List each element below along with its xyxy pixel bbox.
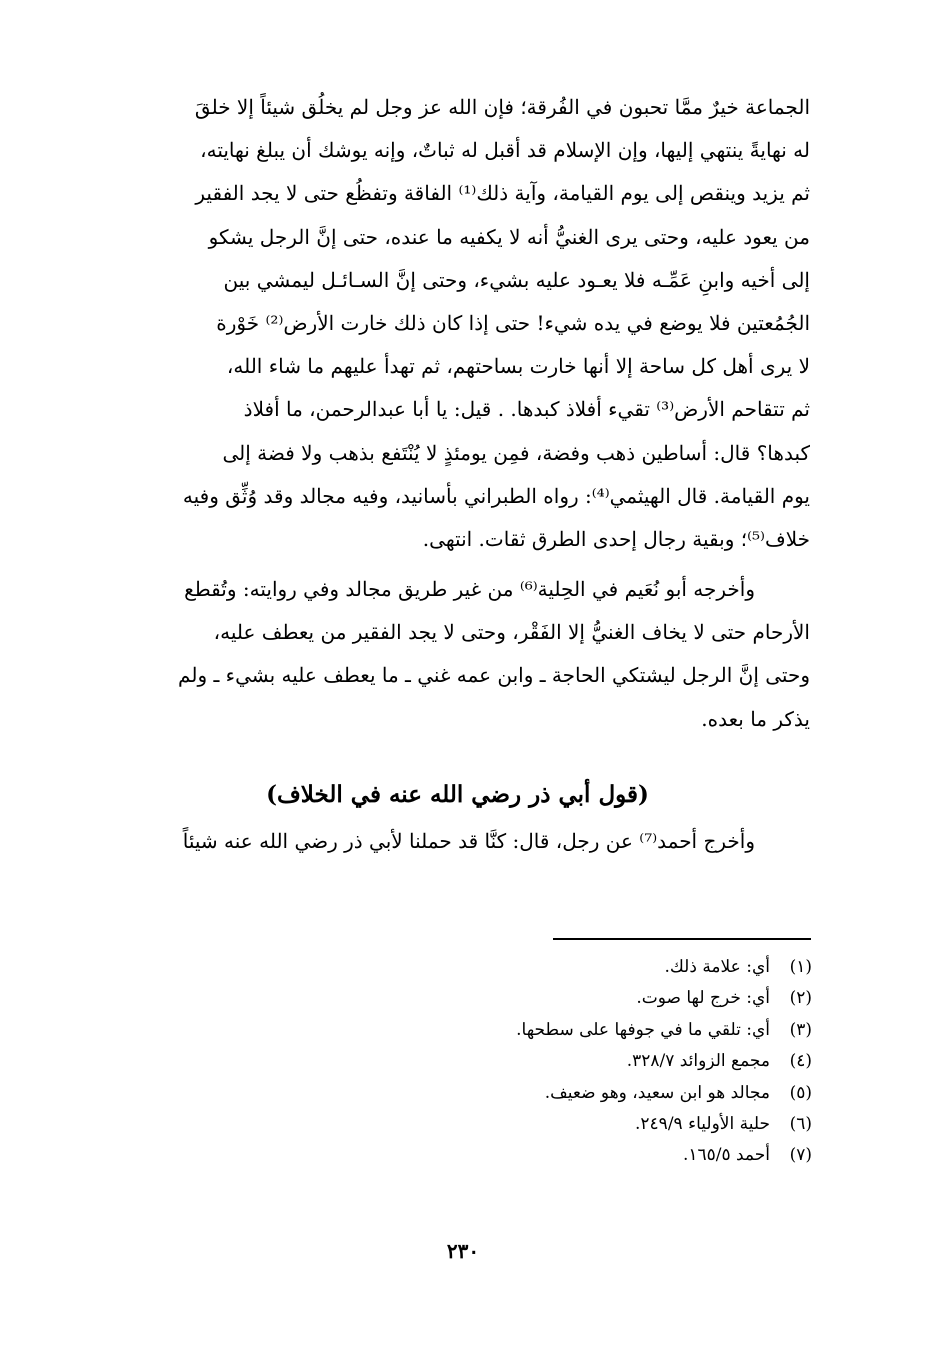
- footnote-text: أي: علامة ذلك.: [664, 957, 770, 977]
- text-line: يذكر ما بعده.: [701, 706, 810, 731]
- footnote-text: أي: خرج لها صوت.: [636, 988, 770, 1009]
- text-line: الجُمُعتين فلا يوضع في يده شيء! حتى إذا كان ذلك خارت الأرض⁽²⁾ خَوْرة: [216, 311, 810, 336]
- footnote-item: [300, 983, 812, 1014]
- footnote-number: (٢): [789, 988, 812, 1009]
- section-heading: (قول أبي ذر رضي الله عنه في الخلاف): [266, 781, 649, 808]
- footnote-item: [300, 1046, 812, 1077]
- footnote-number: (٣): [789, 1019, 812, 1040]
- footnotes: [300, 952, 812, 1172]
- paragraph-3: [105, 820, 810, 863]
- footnote-number: (٦): [789, 1114, 812, 1135]
- text-line: الجماعة خيرٌ ممَّا تحبون في الفُرقة؛ فإن الله عز وجل لم يخلُق شيئاً إلا خلقَ: [194, 95, 810, 119]
- paragraph-1: [105, 86, 810, 561]
- footnote-text: أحمد ١٦٥/٥.: [682, 1145, 770, 1166]
- footnote-item: [300, 1015, 812, 1046]
- text-line: الأرحام حتى لا يخاف الغنيُّ إلا الفَقْر، وحتى لا يجد الفقير من يعطف عليه،: [213, 620, 810, 645]
- footnote-text: مجمع الزوائد ٣٢٨/٧.: [626, 1051, 770, 1072]
- text-line: إلى أخيه وابنِ عَمِّـه فلا يعـود عليه بشيء، وحتى إنَّ السـائـل ليمشي بين: [223, 267, 810, 292]
- footnote-item: [300, 952, 812, 983]
- text-line: كبدها؟ قال: أساطين ذهب وفضة، فمِن يومئذٍ لا يُنْتَفع بذهب ولا فضة إلى: [222, 440, 810, 465]
- footnote-number: (٧): [789, 1145, 812, 1166]
- footnote-number: (١): [789, 957, 812, 977]
- paragraph-2: [105, 568, 810, 741]
- text-line: خلاف⁽⁵⁾؛ وبقية رجال إحدى الطرق ثقات. انتهى.: [422, 527, 810, 552]
- footnote-item: [300, 1109, 812, 1140]
- footnote-separator: [553, 938, 811, 940]
- text-line: يوم القيامة. قال الهيثمي⁽⁴⁾: رواه الطبراني بأسانيد، وفيه مجالد وقد وُثِّق وفيه: [182, 483, 810, 508]
- text-line: ثم تتقاحم الأرض⁽³⁾ تقيء أفلاذ كبدها. . قيل: يا أبا عبدالرحمن، ما أفلاذ: [243, 397, 810, 422]
- footnote-text: حلية الأولياء ٢٤٩/٩.: [635, 1114, 770, 1135]
- text-line: وحتى إنَّ الرجل ليشتكي الحاجة ـ وابن عمه غني ـ ما يعطف عليه بشيء ـ ولم: [178, 663, 810, 688]
- footnote-text: مجالد هو ابن سعيد، وهو ضعيف.: [544, 1082, 770, 1103]
- text-line: وأخرجه أبو نُعَيم في الحِلية⁽⁶⁾ من غير طريق مجالد وفي روايته: وتُقطع: [184, 577, 755, 601]
- text-line: وأخرج أحمد⁽⁷⁾ عن رجل، قال: كنَّا قد حملنا لأبي ذر رضي الله عنه شيئاً: [182, 829, 755, 853]
- footnote-number: (٥): [789, 1082, 812, 1103]
- page-number: ٢٣٠: [446, 1239, 480, 1263]
- footnote-item: [300, 1140, 812, 1171]
- text-line: لا يرى أهل كل ساحة إلا أنها خارت بساحتهم، ثم تهدأ عليهم ما شاء الله،: [226, 354, 810, 379]
- footnote-number: (٤): [789, 1051, 812, 1072]
- footnote-text: أي: تلقي ما في جوفها على سطحها.: [516, 1019, 770, 1040]
- footnote-item: [300, 1078, 812, 1109]
- text-line: له نهايةً ينتهي إليها، وإن الإسلام قد أقبل له ثباتٌ، وإنه يوشك أن يبلغ نهايته،: [200, 138, 810, 163]
- text-line: ثم يزيد وينقص إلى يوم القيامة، وآية ذلك⁽¹⁾ الفاقة وتفظُع حتى لا يجد الفقير: [195, 181, 810, 206]
- text-line: من يعود عليه، وحتى يرى الغنيُّ أنه لا يكفيه ما عنده، حتى إنَّ الرجل يشكو: [208, 224, 810, 249]
